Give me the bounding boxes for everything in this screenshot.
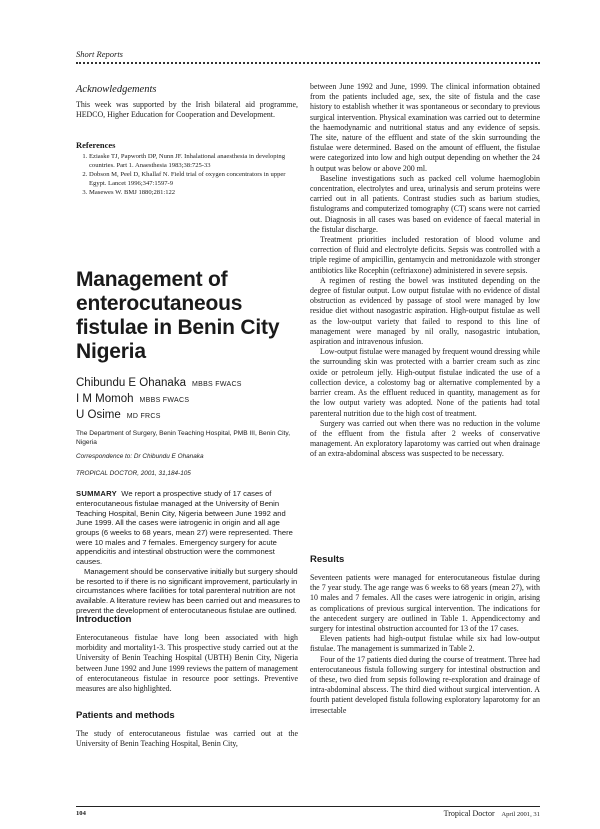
patients-methods-text: The study of enterocutaneous fistulae was carried out at the University of Benin Teaching Hospital, Benin City, xyxy=(76,729,298,749)
page-number: 104 xyxy=(76,810,86,817)
author-degrees: MBBS FWACS xyxy=(139,397,190,404)
summary-paragraph: Management should be conservative initially but surgery should be resorted to if there is no significant improvement, particularly in circumstances where facilities for total parenteral nutrition are not available. A literature review has been carried out and measures to prevent the development of enterocutaneous fistulae are outlined. xyxy=(76,566,301,615)
correspondence: Correspondence to: Dr Chibundu E Ohanaka xyxy=(76,453,204,461)
patients-methods-heading: Patients and methods xyxy=(76,710,175,722)
summary xyxy=(76,489,301,615)
author-list xyxy=(76,376,301,424)
author-line xyxy=(76,376,301,392)
body-paragraph: Eleven patients had high-output fistulae while six had low-output fistulae. The management is summarized in Table 2. xyxy=(310,634,540,654)
introduction-heading: Introduction xyxy=(76,614,132,625)
body-paragraph: Seventeen patients were managed for enterocutaneous fistulae during the 7 year study. The age range was 6 weeks to 68 years (mean 27), with 10 males and 7 females. All the cases were iatrogenic in origin, arising as complications of previous surgical intervention. The indications for the antecedent surgery are outlined in Table 1. Appendicectomy and surgery for intestinal obstruction accounted for 13 of the 17 cases. xyxy=(310,573,540,634)
footer-rule xyxy=(76,806,540,807)
author-degrees: MD FRCS xyxy=(126,413,161,420)
left-lower xyxy=(76,614,298,750)
body-paragraph: Four of the 17 patients died during the course of treatment. Three had enterocutaneous fistula following surgery for intestinal obstruction and of these, two died from sepsis following re-exploration and drainage of intra-abdominal abscess. The third died without surgical intervention. A fourth patient developed fistula following exploratory laparotomy for an irresectable xyxy=(310,654,540,715)
article-header xyxy=(76,268,301,615)
author-degrees: MBBS FWACS xyxy=(191,381,242,388)
body-paragraph: Low-output fistulae were managed by frequent wound dressing while the surrounding skin was protected with a barrier cream such as zinc oxide or petroleum jelly. High-output fistulae indicated the use of a collection device, a colostomy bag or alternative complemented by a barrier cream. As the effluent reduced in quantity, management as for the low output variety was adopted. None of the patients had total parenteral nutrition due to the high cost of treatment. xyxy=(310,347,540,418)
results-section xyxy=(310,554,540,716)
author-name: Chibundu E Ohanaka xyxy=(76,377,186,389)
journal-name: Tropical Doctor xyxy=(443,809,495,818)
journal-footer xyxy=(418,809,540,818)
summary-label: SUMMARY xyxy=(76,489,118,499)
author-line xyxy=(76,408,301,424)
reference-item: 2. Dobson M, Peel D, Khallaf N. Field trial of oxygen concentrators in upper Egypt. Lancet 1996;347:1597-9 xyxy=(89,171,298,188)
body-paragraph: between June 1992 and June, 1999. The clinical information obtained from the patients included age, sex, the site of fistula and the case history to establish whether it was spontaneous or secondary to previous surgical intervention. Physical examination was carried out to determine the haemodynamic and nutritional status and any evidence of sepsis. The site, nature of the effluent and state of the skin surrounding the fistulae were determined. Based on the amount of effluent, the fistulae were categorized into low and high output depending on whether the 24 h output was below or above 200 ml. xyxy=(310,82,540,173)
affiliation: The Department of Surgery, Benin Teaching Hospital, PMB III, Benin City, Nigeria xyxy=(76,430,291,446)
references-heading: References xyxy=(76,140,116,151)
results-text xyxy=(310,573,540,716)
introduction-text: Enterocutaneous fistulae have long been associated with high morbidity and mortality1-3. This prospective study carried out at the University of Benin Teaching Hospital (UBTH) Benin City, Nigeria between June 1992 and June 1999 reviews the pattern of management of enterocutaneous fistulae in resource poor settings. Preventive measures are also highlighted. xyxy=(76,633,298,694)
author-name: U Osime xyxy=(76,409,121,421)
right-column xyxy=(310,82,540,460)
body-paragraph: Baseline investigations such as packed cell volume haemoglobin concentration, electrolytes and urea, urinalysis and serum proteins were carried out in all patients. Contrast studies such as barium studies, fistulograms and computerized tomography (CT) scans were not carried out. Diagnosis in all cases was based on evidence of faecal material in the fistular discharge. xyxy=(310,173,540,234)
summary-paragraph: We report a prospective study of 17 cases of enterocutaneous fistulae managed at the University of Benin Teaching Hospital, Benin City, Nigeria between June 1992 and June 1999. All the cases were iatrogenic in origin and all age groups (6 weeks to 68 years, mean 27) were represented. There were 10 males and 7 females. Emergency surgery for acute appendicitis and intestinal obstruction were the commonest causes. xyxy=(76,489,293,567)
author-name: I M Momoh xyxy=(76,393,134,405)
journal-issue: April 2001, 31 xyxy=(501,811,540,818)
references-list xyxy=(76,153,298,197)
section-label: Short Reports xyxy=(76,49,123,59)
reference-item: 3. Masewes W. BMJ 1880;281:122 xyxy=(89,189,298,197)
left-column xyxy=(76,84,298,198)
citation: TROPICAL DOCTOR, 2001, 31,184-105 xyxy=(76,470,191,478)
references-block xyxy=(76,140,298,197)
results-heading: Results xyxy=(310,554,345,565)
acknowledgements-text: This week was supported by the Irish bilateral aid programme, HEDCO, Higher Education for Cooperation and Development. xyxy=(76,100,298,120)
body-paragraph: A regimen of resting the bowel was instituted depending on the degree of fistular output. Low output fistulae with no evidence of distal obstruction as evidenced by passage of stool were managed by low residue diet without nasogastric aspiration. High-output fistulae as well as the low-output variety that failed to respond to this line of management were managed by nil orally, nasogastric intubation, aspiration and intravenous infusion. xyxy=(310,275,540,347)
body-paragraph: Surgery was carried out when there was no reduction in the volume of the effluent from the fistula after 2 weeks of conservative management. An exploratory laparotomy was carried out when drainage of an extra-abdominal abscess was suspected to be necessary. xyxy=(310,418,540,459)
acknowledgements-heading: Acknowledgements xyxy=(76,84,157,95)
header-rule xyxy=(76,62,540,64)
author-line xyxy=(76,392,301,408)
body-paragraph: Treatment priorities included restoration of blood volume and correction of fluid and electrolyte deficits. Sepsis was controlled with a triple regime of ampicillin, gentamycin and metronidazole with stronger antibiotics like Rocephin (ceftriaxone) administered in severe sepsis. xyxy=(310,235,540,275)
reference-item: 1. Eziaske TJ, Papworth DP, Nunn JF. Inhalational anaesthesia in developing countries. Part 1. Anaesthesia 1983;38:725-33 xyxy=(89,153,298,170)
article-title: Management of enterocutaneous fistulae in Benin City Nigeria xyxy=(76,268,280,363)
